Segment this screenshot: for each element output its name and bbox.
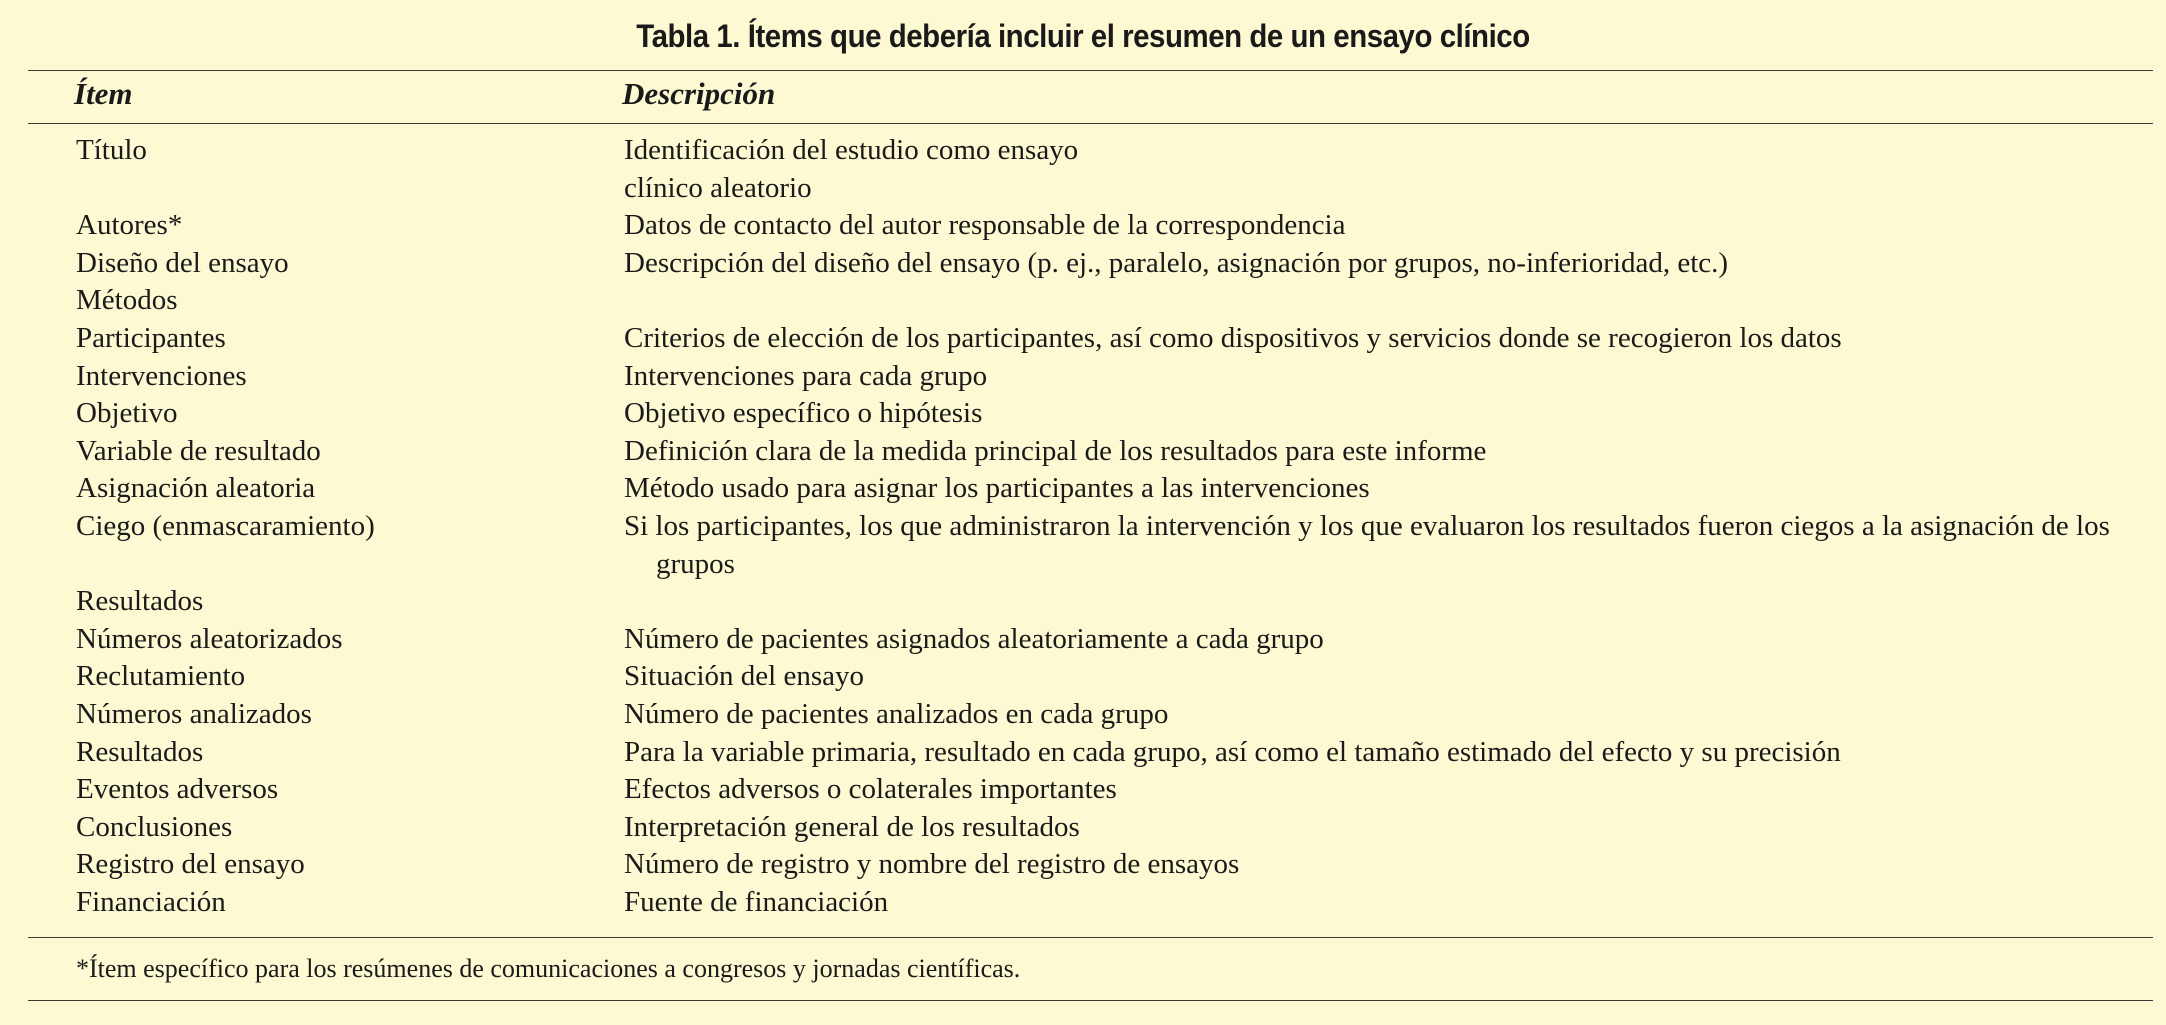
- row-description: Intervenciones para cada grupo: [624, 359, 988, 392]
- table-title: Tabla 1. Ítems que debería incluir el resumen de un ensayo clínico: [636, 18, 1530, 54]
- table-row: [0, 245, 2166, 283]
- table-row: [0, 696, 2166, 734]
- table-row: [0, 621, 2166, 659]
- row-description: Criterios de elección de los participantes, así como dispositivos y servicios donde se recogieron los datos: [624, 321, 1842, 354]
- row-item: Intervenciones: [76, 359, 247, 392]
- table-row: [0, 433, 2166, 471]
- table-row-section: [0, 282, 2166, 320]
- row-description: Si los participantes, los que administraron la intervención y los que evaluaron los resultados fueron ciegos a la asignación de los grupos: [624, 509, 2110, 580]
- row-item: Eventos adversos: [76, 773, 279, 806]
- row-description: Fuente de financiación: [624, 885, 889, 918]
- row-description: Número de pacientes analizados en cada grupo: [624, 697, 1169, 730]
- row-item: Resultados: [76, 735, 204, 768]
- row-description: Situación del ensayo: [624, 660, 865, 693]
- bottom-rule: [28, 1000, 2153, 1001]
- row-description: Identificación del estudio como ensayo clínico aleatorio: [624, 134, 1079, 204]
- table-row: [0, 846, 2166, 884]
- row-description: Objetivo específico o hipótesis: [624, 397, 983, 430]
- row-item: Ciego (enmascaramiento): [76, 509, 375, 542]
- table-row: [0, 508, 2166, 583]
- top-rule: [28, 70, 2153, 71]
- row-description: Datos de contacto del autor responsable de la correspondencia: [624, 209, 1346, 242]
- table-row: [0, 658, 2166, 696]
- row-item: Números analizados: [76, 697, 312, 730]
- table-header-row: [0, 76, 2166, 120]
- table-footnote: *Ítem específico para los resúmenes de comunicaciones a congresos y jornadas científicas.: [76, 954, 1021, 983]
- row-item: Título: [76, 134, 147, 166]
- row-item: Conclusiones: [76, 810, 233, 843]
- row-description: Método usado para asignar los participantes a las intervenciones: [624, 472, 1370, 505]
- row-description: Efectos adversos o colaterales importantes: [624, 773, 1117, 806]
- row-item: Reclutamiento: [76, 660, 246, 693]
- header-item: Ítem: [74, 76, 133, 111]
- header-description: Descripción: [622, 76, 776, 111]
- table-row: [0, 358, 2166, 396]
- table-row: [0, 734, 2166, 772]
- table-row: [0, 132, 2166, 207]
- row-item: Registro del ensayo: [76, 848, 305, 881]
- row-item: Números aleatorizados: [76, 622, 343, 655]
- section-heading-methods: Métodos: [76, 284, 178, 317]
- row-item: Variable de resultado: [76, 434, 321, 467]
- table-body: [0, 132, 2166, 921]
- table-row: [0, 771, 2166, 809]
- table-row: [0, 395, 2166, 433]
- row-item: Autores*: [76, 209, 183, 242]
- table-row: [0, 809, 2166, 847]
- row-description: Descripción del diseño del ensayo (p. ej., paralelo, asignación por grupos, no-inferioridad, etc.): [624, 246, 1729, 279]
- section-heading-results: Resultados: [76, 585, 204, 618]
- row-item: Asignación aleatoria: [76, 472, 316, 505]
- row-item: Objetivo: [76, 397, 178, 430]
- header-rule: [28, 123, 2153, 124]
- table-row: [0, 207, 2166, 245]
- row-item: Financiación: [76, 885, 226, 918]
- row-description: Número de pacientes asignados aleatoriamente a cada grupo: [624, 622, 1324, 655]
- row-description: Para la variable primaria, resultado en cada grupo, así como el tamaño estimado del efecto y su precisión: [624, 735, 1841, 768]
- table-row-section: [0, 583, 2166, 621]
- table-row: [0, 884, 2166, 922]
- row-item: Participantes: [76, 321, 226, 354]
- row-description: Definición clara de la medida principal de los resultados para este informe: [624, 434, 1487, 467]
- table-row: [0, 470, 2166, 508]
- table-row: [0, 320, 2166, 358]
- row-description: Número de registro y nombre del registro de ensayos: [624, 848, 1240, 881]
- footer-rule: [28, 937, 2153, 938]
- row-item: Diseño del ensayo: [76, 246, 289, 279]
- row-description: Interpretación general de los resultados: [624, 810, 1080, 843]
